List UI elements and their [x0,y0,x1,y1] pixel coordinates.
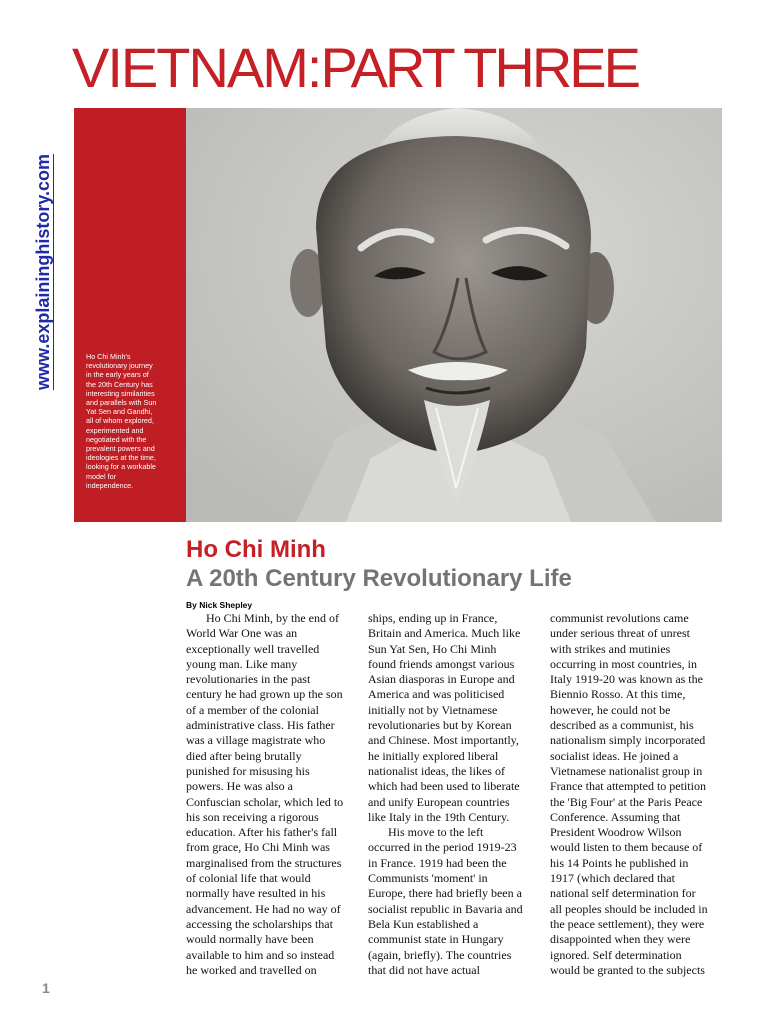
article-line: disappointed when they were [550,932,691,947]
article-line: all peoples should be included in [550,901,708,916]
article-line: Conference. Assuming that [550,809,681,824]
caption-line: experimented and [86,425,144,435]
article-line: Confuscian scholar, which led to [186,794,344,809]
article-line: His move to the left [388,825,484,840]
article-line: initially not by Vietnamese [368,702,498,717]
article-line: nationalism simply incorporated [550,733,706,748]
article-line: would be granted to the subjects [550,962,705,977]
article-line: he initially explored liberal [368,748,499,763]
caption-line: all of whom explored, [86,416,154,426]
caption-line: model for [86,471,116,481]
caption-line: Ho Chi Minh's [86,352,131,361]
article-line: died after being brutally [186,748,302,763]
caption-line: in the early years of [86,370,149,380]
article-line: his son receiving a rigorous [186,809,319,824]
article-line: socialist republic in Bavaria and [368,901,523,916]
article-line: his 14 Points he published in [550,855,689,870]
article-line: revolutionaries but by Korean [368,718,512,733]
article-line: the peace settlement), they were [550,916,705,931]
article-line: marginalised from the structures [186,855,342,870]
article-line: would listen to them because of [550,840,703,855]
article-line: of colonial life that would [186,871,311,886]
article-column-1 [186,611,356,978]
article-line: socialist ideas. He joined a [550,748,679,763]
caption-line: independence. [86,480,134,490]
article-line: communist state in Hungary [368,932,504,947]
article-line: (again, briefly). The countries [368,947,512,962]
website-link[interactable]: www.explaininghistory.com [33,153,53,390]
article-line: young man. Like many [186,656,298,671]
article-line: Italy 1919-20 was known as the [550,672,703,687]
article-line: revolutionaries in the past [186,672,311,687]
article-line: in France. 1919 had been the [368,855,507,870]
article-line: and unify European countries [368,794,510,809]
article-line: which had been used to liberate [368,779,520,794]
article-line: powers. He was also a [186,779,293,794]
article-line: found friends amongst various [368,656,515,671]
article-line: Ho Chi Minh, by the end of [206,611,339,625]
caption-line: revolutionary journey [86,361,153,371]
article-line: available to him and so instead [186,947,335,962]
article-line: ships, ending up in France, [368,611,498,625]
article-line: Bela Kun established a [368,916,479,931]
article-line: however, he could not be [550,702,671,717]
article-line: under serious threat of unrest [550,626,690,641]
portrait-illustration [186,108,722,522]
caption-line: and parallels with Sun [86,398,157,408]
article-line: normally have resulted in his [186,886,326,901]
article-column-3 [550,611,722,978]
article-headline: Ho Chi Minh [186,536,326,563]
article-line: communist revolutions came [550,611,689,625]
byline: By Nick Shepley [186,600,253,610]
page-number: 1 [42,980,50,996]
title-part: PART THREE [320,36,638,99]
article-line: President Woodrow Wilson [550,825,682,840]
article-column-2 [368,611,538,978]
article-line: that did not have actual [368,962,480,977]
article-line: education. After his father's fall [186,825,338,840]
article-line: century he had grown up the son [186,687,343,702]
article-line: Europe, there had briefly been a [368,886,522,901]
title-main: VIETNAM: [72,36,321,99]
article-line: Sun Yat Sen, Ho Chi Minh [368,641,497,656]
caption-line: Yat Sen and Gandhi, [86,407,153,417]
article-line: would normally have been [186,932,314,947]
page-title [72,36,638,100]
caption-line: prevalent powers and [86,444,155,454]
article-line: with strikes and mutinies [550,641,671,656]
article-line: Communists 'moment' in [368,871,488,886]
portrait-photo [186,108,722,522]
photo-caption [86,352,178,490]
article-line: 1917 (which declared that [550,871,675,886]
caption-line: negotiated with the [86,434,147,444]
article-line: described as a communist, his [550,718,694,733]
caption-line: interesting similarities [86,388,155,398]
article-line: World War One was an [186,626,298,641]
article-subheadline: A 20th Century Revolutionary Life [186,565,572,592]
article-line: and Chinese. Most importantly, [368,733,519,748]
article-line: occurring in most countries, in [550,656,697,671]
article-line: of a member of the colonial [186,702,319,717]
article-line: exceptionally well travelled [186,641,320,656]
article-line: Asian diasporas in Europe and [368,672,515,687]
article-line: he worked and travelled on [186,962,317,977]
article-line: ignored. Self determination [550,947,682,962]
article-line: like Italy in the 19th Century. [368,809,510,824]
article-line: administrative class. His father [186,718,335,733]
caption-line: looking for a workable [86,462,156,472]
caption-line: ideologies at the time, [86,453,156,463]
article-line: from grace, Ho Chi Minh was [186,840,330,855]
article-line: national self determination for [550,886,696,901]
article-line: was a village magistrate who [186,733,326,748]
article-line: accessing the scholarships that [186,916,333,931]
article-line: France that attempted to petition [550,779,706,794]
article-line: America and was politicised [368,687,505,702]
article-line: the 'Big Four' at the Paris Peace [550,794,703,809]
article-line: punished for misusing his [186,763,310,778]
article-line: Biennio Rosso. At this time, [550,687,686,702]
article-line: advancement. He had no way of [186,901,341,916]
article-line: Vietnamese nationalist group in [550,763,703,778]
article-line: nationalist ideas, the likes of [368,763,505,778]
article-line: occurred in the period 1919-23 [368,840,517,855]
article-line: Britain and America. Much like [368,626,521,641]
caption-line: the 20th Century has [86,379,153,389]
